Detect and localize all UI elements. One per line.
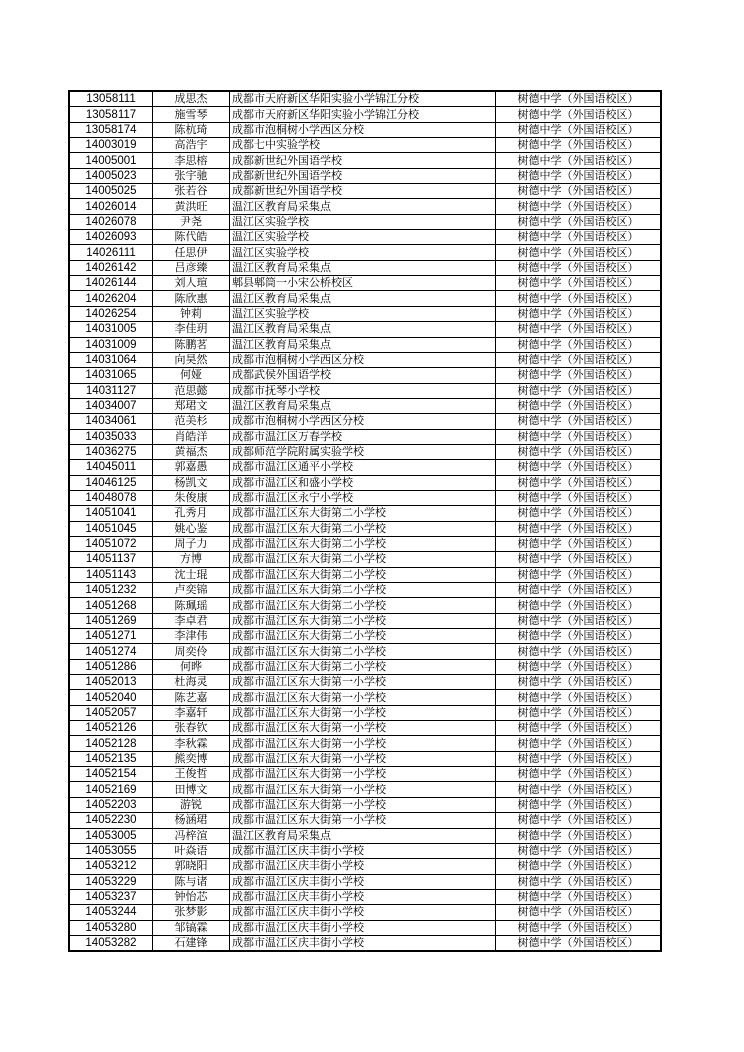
student-id-cell: 14052230 xyxy=(69,813,153,828)
admitted-school-cell: 树德中学（外国语校区） xyxy=(496,475,662,490)
school-cell: 成都市温江区东大街第一小学校 xyxy=(230,690,496,705)
table-row xyxy=(69,245,661,260)
admitted-school-cell: 树德中学（外国语校区） xyxy=(496,629,662,644)
student-name-cell: 沈士琨 xyxy=(153,567,230,582)
school-cell: 成都市温江区东大街第二小学校 xyxy=(230,552,496,567)
student-id-cell: 14051268 xyxy=(69,598,153,613)
table-row xyxy=(69,552,661,567)
student-id-cell: 14026144 xyxy=(69,276,153,291)
school-cell: 温江区实验学校 xyxy=(230,230,496,245)
table-row xyxy=(69,199,661,214)
student-name-cell: 施雪琴 xyxy=(153,107,230,122)
school-cell: 成都市温江区庆丰街小学校 xyxy=(230,905,496,920)
admitted-school-cell: 树德中学（外国语校区） xyxy=(496,368,662,383)
student-id-cell: 14051143 xyxy=(69,567,153,582)
school-cell: 成都师范学院附属实验学校 xyxy=(230,444,496,459)
table-row xyxy=(69,230,661,245)
admitted-school-cell: 树德中学（外国语校区） xyxy=(496,138,662,153)
admitted-school-cell: 树德中学（外国语校区） xyxy=(496,230,662,245)
school-cell: 成都市温江区东大街第二小学校 xyxy=(230,567,496,582)
student-id-cell: 14046125 xyxy=(69,475,153,490)
admitted-school-cell: 树德中学（外国语校区） xyxy=(496,91,662,107)
student-name-cell: 陈与诸 xyxy=(153,874,230,889)
student-name-cell: 陈珮瑶 xyxy=(153,598,230,613)
student-name-cell: 张春钦 xyxy=(153,721,230,736)
table-row xyxy=(69,276,661,291)
school-cell: 成都市温江区东大街第二小学校 xyxy=(230,644,496,659)
student-name-cell: 刘人瑄 xyxy=(153,276,230,291)
table-row xyxy=(69,690,661,705)
student-id-cell: 14051232 xyxy=(69,583,153,598)
school-cell: 温江区教育局采集点 xyxy=(230,260,496,275)
table-row xyxy=(69,168,661,183)
school-cell: 成都市温江区庆丰街小学校 xyxy=(230,889,496,904)
student-name-cell: 黄洪旺 xyxy=(153,199,230,214)
admitted-school-cell: 树德中学（外国语校区） xyxy=(496,675,662,690)
student-name-cell: 杨涵珺 xyxy=(153,813,230,828)
student-id-cell: 14051286 xyxy=(69,659,153,674)
student-name-cell: 任思伊 xyxy=(153,245,230,260)
student-id-cell: 14026142 xyxy=(69,260,153,275)
school-cell: 温江区教育局采集点 xyxy=(230,322,496,337)
student-name-cell: 李佳玥 xyxy=(153,322,230,337)
admitted-school-cell: 树德中学（外国语校区） xyxy=(496,843,662,858)
student-id-cell: 14052128 xyxy=(69,736,153,751)
student-id-cell: 14026254 xyxy=(69,306,153,321)
school-cell: 成都市温江区东大街第二小学校 xyxy=(230,583,496,598)
table-row xyxy=(69,214,661,229)
student-name-cell: 方博 xyxy=(153,552,230,567)
admitted-school-cell: 树德中学（外国语校区） xyxy=(496,644,662,659)
admitted-school-cell: 树德中学（外国语校区） xyxy=(496,383,662,398)
admitted-school-cell: 树德中学（外国语校区） xyxy=(496,690,662,705)
table-row xyxy=(69,138,661,153)
student-id-cell: 14003019 xyxy=(69,138,153,153)
table-row xyxy=(69,659,661,674)
table-row xyxy=(69,475,661,490)
student-name-cell: 张若谷 xyxy=(153,184,230,199)
student-name-cell: 周奕伶 xyxy=(153,644,230,659)
school-cell: 成都市温江区东大街第二小学校 xyxy=(230,536,496,551)
table-row xyxy=(69,521,661,536)
student-name-cell: 何晔 xyxy=(153,659,230,674)
school-cell: 成都市温江区东大街第二小学校 xyxy=(230,521,496,536)
admitted-school-cell: 树德中学（外国语校区） xyxy=(496,214,662,229)
student-name-cell: 李嘉轩 xyxy=(153,705,230,720)
school-cell: 成都武侯外国语学校 xyxy=(230,368,496,383)
school-cell: 成都市温江区庆丰街小学校 xyxy=(230,935,496,951)
table-row xyxy=(69,429,661,444)
student-name-cell: 陈代皓 xyxy=(153,230,230,245)
student-name-cell: 石建锋 xyxy=(153,935,230,951)
table-row xyxy=(69,536,661,551)
student-id-cell: 14026204 xyxy=(69,291,153,306)
student-name-cell: 郭晓阳 xyxy=(153,859,230,874)
school-cell: 温江区教育局采集点 xyxy=(230,337,496,352)
school-cell: 成都市温江区东大街第一小学校 xyxy=(230,767,496,782)
school-cell: 成都市温江区东大街第一小学校 xyxy=(230,751,496,766)
student-name-cell: 陈欣惠 xyxy=(153,291,230,306)
student-name-cell: 范思懿 xyxy=(153,383,230,398)
admitted-school-cell: 树德中学（外国语校区） xyxy=(496,797,662,812)
table-row xyxy=(69,905,661,920)
student-id-cell: 14031005 xyxy=(69,322,153,337)
student-id-cell: 14051269 xyxy=(69,613,153,628)
admitted-school-cell: 树德中学（外国语校区） xyxy=(496,276,662,291)
student-name-cell: 肖皓洋 xyxy=(153,429,230,444)
school-cell: 成都市温江区庆丰街小学校 xyxy=(230,859,496,874)
student-name-cell: 钟怡芯 xyxy=(153,889,230,904)
admitted-school-cell: 树德中学（外国语校区） xyxy=(496,598,662,613)
student-id-cell: 14051271 xyxy=(69,629,153,644)
student-id-cell: 14031065 xyxy=(69,368,153,383)
student-name-cell: 邹镐霖 xyxy=(153,920,230,935)
student-id-cell: 14026111 xyxy=(69,245,153,260)
school-cell: 成都新世纪外国语学校 xyxy=(230,153,496,168)
student-id-cell: 14048078 xyxy=(69,490,153,505)
table-row xyxy=(69,705,661,720)
table-row xyxy=(69,352,661,367)
school-cell: 温江区教育局采集点 xyxy=(230,199,496,214)
admitted-school-cell: 树德中学（外国语校区） xyxy=(496,874,662,889)
school-cell: 成都市温江区东大街第一小学校 xyxy=(230,736,496,751)
table-row xyxy=(69,414,661,429)
admitted-school-cell: 树德中学（外国语校区） xyxy=(496,659,662,674)
school-cell: 成都市温江区东大街第一小学校 xyxy=(230,721,496,736)
school-cell: 成都市温江区通平小学校 xyxy=(230,460,496,475)
admitted-school-cell: 树德中学（外国语校区） xyxy=(496,168,662,183)
school-cell: 成都市抚琴小学校 xyxy=(230,383,496,398)
table-row xyxy=(69,490,661,505)
school-cell: 成都市温江区东大街第一小学校 xyxy=(230,675,496,690)
table-row xyxy=(69,721,661,736)
table-row xyxy=(69,629,661,644)
school-cell: 成都市温江区东大街第一小学校 xyxy=(230,797,496,812)
student-name-cell: 陈艺嘉 xyxy=(153,690,230,705)
admitted-school-cell: 树德中学（外国语校区） xyxy=(496,567,662,582)
student-id-cell: 14051045 xyxy=(69,521,153,536)
school-cell: 温江区教育局采集点 xyxy=(230,828,496,843)
admitted-school-cell: 树德中学（外国语校区） xyxy=(496,184,662,199)
table-row xyxy=(69,751,661,766)
admitted-school-cell: 树德中学（外国语校区） xyxy=(496,398,662,413)
school-cell: 成都市温江区东大街第二小学校 xyxy=(230,629,496,644)
school-cell: 成都市温江区庆丰街小学校 xyxy=(230,843,496,858)
school-cell: 成都市天府新区华阳实验小学锦江分校 xyxy=(230,91,496,107)
student-id-cell: 14053282 xyxy=(69,935,153,951)
admitted-school-cell: 树德中学（外国语校区） xyxy=(496,460,662,475)
student-id-cell: 14053212 xyxy=(69,859,153,874)
school-cell: 成都市泡桐树小学西区分校 xyxy=(230,122,496,137)
student-name-cell: 何娅 xyxy=(153,368,230,383)
student-name-cell: 李秋霖 xyxy=(153,736,230,751)
school-cell: 成都新世纪外国语学校 xyxy=(230,184,496,199)
school-cell: 成都市温江区东大街第二小学校 xyxy=(230,659,496,674)
student-name-cell: 郑珺文 xyxy=(153,398,230,413)
admitted-school-cell: 树德中学（外国语校区） xyxy=(496,429,662,444)
table-row xyxy=(69,920,661,935)
student-name-cell: 王俊哲 xyxy=(153,767,230,782)
student-id-cell: 13058174 xyxy=(69,122,153,137)
table-row xyxy=(69,675,661,690)
admitted-school-cell: 树德中学（外国语校区） xyxy=(496,889,662,904)
student-name-cell: 游锐 xyxy=(153,797,230,812)
school-cell: 成都市温江区东大街第一小学校 xyxy=(230,813,496,828)
school-cell: 成都新世纪外国语学校 xyxy=(230,168,496,183)
admitted-school-cell: 树德中学（外国语校区） xyxy=(496,291,662,306)
student-id-cell: 14026093 xyxy=(69,230,153,245)
student-id-cell: 14036275 xyxy=(69,444,153,459)
table-row xyxy=(69,368,661,383)
table-row xyxy=(69,122,661,137)
table-row xyxy=(69,782,661,797)
admitted-school-cell: 树德中学（外国语校区） xyxy=(496,122,662,137)
admitted-school-cell: 树德中学（外国语校区） xyxy=(496,782,662,797)
admitted-school-cell: 树德中学（外国语校区） xyxy=(496,306,662,321)
student-id-cell: 13058111 xyxy=(69,91,153,107)
student-id-cell: 14034061 xyxy=(69,414,153,429)
admission-roster-table xyxy=(68,90,662,952)
student-name-cell: 高浩宇 xyxy=(153,138,230,153)
student-name-cell: 李津伟 xyxy=(153,629,230,644)
student-id-cell: 14031009 xyxy=(69,337,153,352)
table-row xyxy=(69,398,661,413)
student-id-cell: 14053055 xyxy=(69,843,153,858)
student-name-cell: 张宇驰 xyxy=(153,168,230,183)
student-name-cell: 熊奕博 xyxy=(153,751,230,766)
school-cell: 成都市温江区庆丰街小学校 xyxy=(230,874,496,889)
admitted-school-cell: 树德中学（外国语校区） xyxy=(496,721,662,736)
student-id-cell: 14052203 xyxy=(69,797,153,812)
table-row xyxy=(69,567,661,582)
school-cell: 温江区教育局采集点 xyxy=(230,291,496,306)
table-row xyxy=(69,153,661,168)
admitted-school-cell: 树德中学（外国语校区） xyxy=(496,813,662,828)
admitted-school-cell: 树德中学（外国语校区） xyxy=(496,935,662,951)
admitted-school-cell: 树德中学（外国语校区） xyxy=(496,536,662,551)
admitted-school-cell: 树德中学（外国语校区） xyxy=(496,245,662,260)
admitted-school-cell: 树德中学（外国语校区） xyxy=(496,260,662,275)
student-id-cell: 14005023 xyxy=(69,168,153,183)
student-id-cell: 14053237 xyxy=(69,889,153,904)
student-name-cell: 黄福杰 xyxy=(153,444,230,459)
table-row xyxy=(69,813,661,828)
admitted-school-cell: 树德中学（外国语校区） xyxy=(496,736,662,751)
table-row xyxy=(69,828,661,843)
student-id-cell: 14045011 xyxy=(69,460,153,475)
student-name-cell: 李卓君 xyxy=(153,613,230,628)
table-row xyxy=(69,306,661,321)
student-id-cell: 14051137 xyxy=(69,552,153,567)
admitted-school-cell: 树德中学（外国语校区） xyxy=(496,705,662,720)
student-id-cell: 14052169 xyxy=(69,782,153,797)
student-name-cell: 范美杉 xyxy=(153,414,230,429)
student-name-cell: 朱俊康 xyxy=(153,490,230,505)
student-id-cell: 14052126 xyxy=(69,721,153,736)
table-row xyxy=(69,935,661,951)
student-name-cell: 叶焱语 xyxy=(153,843,230,858)
table-row xyxy=(69,460,661,475)
school-cell: 成都市温江区万春学校 xyxy=(230,429,496,444)
table-row xyxy=(69,843,661,858)
admitted-school-cell: 树德中学（外国语校区） xyxy=(496,506,662,521)
student-id-cell: 14052135 xyxy=(69,751,153,766)
school-cell: 温江区实验学校 xyxy=(230,214,496,229)
student-id-cell: 14031127 xyxy=(69,383,153,398)
student-id-cell: 14052057 xyxy=(69,705,153,720)
student-id-cell: 14051041 xyxy=(69,506,153,521)
student-id-cell: 14051072 xyxy=(69,536,153,551)
student-id-cell: 14053005 xyxy=(69,828,153,843)
school-cell: 成都市温江区东大街第一小学校 xyxy=(230,782,496,797)
admitted-school-cell: 树德中学（外国语校区） xyxy=(496,751,662,766)
admitted-school-cell: 树德中学（外国语校区） xyxy=(496,322,662,337)
student-name-cell: 冯梓渲 xyxy=(153,828,230,843)
admitted-school-cell: 树德中学（外国语校区） xyxy=(496,583,662,598)
table-row xyxy=(69,598,661,613)
admitted-school-cell: 树德中学（外国语校区） xyxy=(496,490,662,505)
table-row xyxy=(69,767,661,782)
admitted-school-cell: 树德中学（外国语校区） xyxy=(496,444,662,459)
table-row xyxy=(69,859,661,874)
table-row xyxy=(69,583,661,598)
student-id-cell: 14053229 xyxy=(69,874,153,889)
school-cell: 成都市温江区和盛小学校 xyxy=(230,475,496,490)
student-name-cell: 尹尧 xyxy=(153,214,230,229)
student-id-cell: 14005025 xyxy=(69,184,153,199)
school-cell: 成都市温江区东大街第二小学校 xyxy=(230,506,496,521)
table-row xyxy=(69,322,661,337)
student-name-cell: 向昊然 xyxy=(153,352,230,367)
table-row xyxy=(69,506,661,521)
table-row xyxy=(69,383,661,398)
table-row xyxy=(69,291,661,306)
student-id-cell: 14052154 xyxy=(69,767,153,782)
student-name-cell: 陈杭琦 xyxy=(153,122,230,137)
school-cell: 温江区实验学校 xyxy=(230,306,496,321)
student-id-cell: 14026078 xyxy=(69,214,153,229)
student-name-cell: 张梦影 xyxy=(153,905,230,920)
school-cell: 成都市温江区永宁小学校 xyxy=(230,490,496,505)
school-cell: 温江区教育局采集点 xyxy=(230,398,496,413)
school-cell: 温江区实验学校 xyxy=(230,245,496,260)
student-name-cell: 钟莉 xyxy=(153,306,230,321)
student-name-cell: 陈鹏茗 xyxy=(153,337,230,352)
student-name-cell: 成思杰 xyxy=(153,91,230,107)
student-name-cell: 田博文 xyxy=(153,782,230,797)
school-cell: 郫县郫筒一小宋公桥校区 xyxy=(230,276,496,291)
student-name-cell: 李思榕 xyxy=(153,153,230,168)
table-row xyxy=(69,444,661,459)
admitted-school-cell: 树德中学（外国语校区） xyxy=(496,352,662,367)
table-row xyxy=(69,797,661,812)
admitted-school-cell: 树德中学（外国语校区） xyxy=(496,521,662,536)
student-name-cell: 郭嘉愚 xyxy=(153,460,230,475)
admitted-school-cell: 树德中学（外国语校区） xyxy=(496,414,662,429)
school-cell: 成都市温江区东大街第一小学校 xyxy=(230,705,496,720)
school-cell: 成都市泡桐树小学西区分校 xyxy=(230,352,496,367)
admitted-school-cell: 树德中学（外国语校区） xyxy=(496,153,662,168)
table-row xyxy=(69,337,661,352)
roster-body xyxy=(69,91,661,951)
table-row xyxy=(69,889,661,904)
student-name-cell: 卢奕锦 xyxy=(153,583,230,598)
student-id-cell: 14053244 xyxy=(69,905,153,920)
student-id-cell: 14005001 xyxy=(69,153,153,168)
school-cell: 成都市天府新区华阳实验小学锦江分校 xyxy=(230,107,496,122)
table-row xyxy=(69,184,661,199)
admitted-school-cell: 树德中学（外国语校区） xyxy=(496,107,662,122)
admitted-school-cell: 树德中学（外国语校区） xyxy=(496,199,662,214)
table-row xyxy=(69,91,661,107)
admitted-school-cell: 树德中学（外国语校区） xyxy=(496,767,662,782)
student-id-cell: 14051274 xyxy=(69,644,153,659)
table-row xyxy=(69,107,661,122)
school-cell: 成都市温江区东大街第二小学校 xyxy=(230,598,496,613)
table-row xyxy=(69,874,661,889)
student-id-cell: 14053280 xyxy=(69,920,153,935)
student-name-cell: 杨凯文 xyxy=(153,475,230,490)
student-id-cell: 14035033 xyxy=(69,429,153,444)
student-name-cell: 孔秀月 xyxy=(153,506,230,521)
student-name-cell: 杜海灵 xyxy=(153,675,230,690)
admitted-school-cell: 树德中学（外国语校区） xyxy=(496,920,662,935)
admitted-school-cell: 树德中学（外国语校区） xyxy=(496,613,662,628)
admitted-school-cell: 树德中学（外国语校区） xyxy=(496,828,662,843)
admitted-school-cell: 树德中学（外国语校区） xyxy=(496,859,662,874)
student-id-cell: 14034007 xyxy=(69,398,153,413)
admitted-school-cell: 树德中学（外国语校区） xyxy=(496,552,662,567)
school-cell: 成都市泡桐树小学西区分校 xyxy=(230,414,496,429)
student-id-cell: 14052040 xyxy=(69,690,153,705)
student-name-cell: 吕彦臻 xyxy=(153,260,230,275)
school-cell: 成都七中实验学校 xyxy=(230,138,496,153)
table-row xyxy=(69,613,661,628)
student-name-cell: 姚心鉴 xyxy=(153,521,230,536)
table-row xyxy=(69,644,661,659)
table-row xyxy=(69,260,661,275)
table-row xyxy=(69,736,661,751)
student-id-cell: 13058117 xyxy=(69,107,153,122)
student-id-cell: 14031064 xyxy=(69,352,153,367)
student-name-cell: 周子力 xyxy=(153,536,230,551)
school-cell: 成都市温江区庆丰街小学校 xyxy=(230,920,496,935)
school-cell: 成都市温江区东大街第二小学校 xyxy=(230,613,496,628)
student-id-cell: 14026014 xyxy=(69,199,153,214)
admitted-school-cell: 树德中学（外国语校区） xyxy=(496,905,662,920)
admitted-school-cell: 树德中学（外国语校区） xyxy=(496,337,662,352)
student-id-cell: 14052013 xyxy=(69,675,153,690)
